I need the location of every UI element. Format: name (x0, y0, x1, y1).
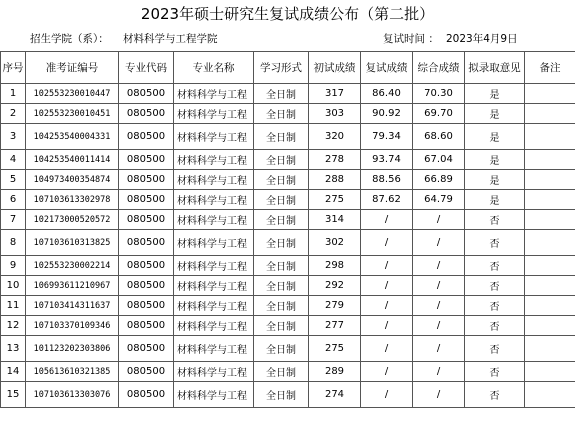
table-row (1, 362, 575, 382)
cell-major-code: 080500 (119, 210, 174, 230)
cell-decision: 是 (465, 84, 525, 104)
table-header-row (1, 52, 575, 84)
cell-no: 3 (1, 124, 26, 150)
cell-major-code: 080500 (119, 316, 174, 336)
cell-exam-id: 107103613303076 (26, 382, 119, 408)
header-decision: 拟录取意见 (465, 52, 525, 84)
cell-no: 4 (1, 150, 26, 170)
cell-note (525, 316, 575, 336)
cell-major-name: 材料科学与工程 (174, 150, 254, 170)
cell-no: 1 (1, 84, 26, 104)
cell-decision: 否 (465, 296, 525, 316)
cell-total-score: 68.60 (413, 124, 465, 150)
table-row (1, 150, 575, 170)
cell-exam-id: 107103610313825 (26, 230, 119, 256)
cell-major-code: 080500 (119, 150, 174, 170)
cell-retest-score: 86.40 (361, 84, 413, 104)
table-row (1, 276, 575, 296)
cell-no: 7 (1, 210, 26, 230)
college-label: 招生学院（系）： (30, 33, 109, 45)
cell-decision: 是 (465, 190, 525, 210)
cell-major-name: 材料科学与工程 (174, 124, 254, 150)
cell-exam-id: 102173000520572 (26, 210, 119, 230)
results-table (0, 51, 575, 408)
table-row (1, 124, 575, 150)
cell-exam-id: 102553230010447 (26, 84, 119, 104)
cell-note (525, 336, 575, 362)
cell-major-code: 080500 (119, 336, 174, 362)
cell-decision: 否 (465, 256, 525, 276)
cell-major-name: 材料科学与工程 (174, 382, 254, 408)
cell-note (525, 124, 575, 150)
header-retest-score: 复试成绩 (361, 52, 413, 84)
cell-study-mode: 全日制 (254, 104, 309, 124)
cell-total-score: 69.70 (413, 104, 465, 124)
cell-study-mode: 全日制 (254, 382, 309, 408)
cell-exam-id: 107103613302978 (26, 190, 119, 210)
table-row (1, 336, 575, 362)
cell-initial-score: 292 (309, 276, 361, 296)
cell-no: 14 (1, 362, 26, 382)
cell-total-score: / (413, 316, 465, 336)
cell-note (525, 190, 575, 210)
cell-retest-score: / (361, 316, 413, 336)
cell-total-score: / (413, 230, 465, 256)
cell-major-code: 080500 (119, 256, 174, 276)
cell-note (525, 296, 575, 316)
cell-no: 13 (1, 336, 26, 362)
cell-major-code: 080500 (119, 124, 174, 150)
cell-retest-score: 88.56 (361, 170, 413, 190)
cell-major-name: 材料科学与工程 (174, 210, 254, 230)
cell-retest-score: 87.62 (361, 190, 413, 210)
cell-total-score: / (413, 276, 465, 296)
cell-no: 10 (1, 276, 26, 296)
cell-note (525, 230, 575, 256)
cell-decision: 否 (465, 382, 525, 408)
cell-major-code: 080500 (119, 362, 174, 382)
cell-note (525, 362, 575, 382)
cell-retest-score: 79.34 (361, 124, 413, 150)
cell-major-code: 080500 (119, 296, 174, 316)
cell-initial-score: 277 (309, 316, 361, 336)
cell-no: 11 (1, 296, 26, 316)
cell-retest-score: / (361, 362, 413, 382)
cell-major-name: 材料科学与工程 (174, 362, 254, 382)
cell-retest-score: / (361, 210, 413, 230)
cell-decision: 否 (465, 362, 525, 382)
cell-major-name: 材料科学与工程 (174, 170, 254, 190)
cell-major-name: 材料科学与工程 (174, 84, 254, 104)
cell-no: 9 (1, 256, 26, 276)
cell-study-mode: 全日制 (254, 170, 309, 190)
cell-initial-score: 275 (309, 190, 361, 210)
cell-note (525, 210, 575, 230)
cell-study-mode: 全日制 (254, 190, 309, 210)
cell-major-code: 080500 (119, 190, 174, 210)
cell-exam-id: 102553230002214 (26, 256, 119, 276)
cell-total-score: / (413, 296, 465, 316)
cell-initial-score: 275 (309, 336, 361, 362)
cell-study-mode: 全日制 (254, 230, 309, 256)
cell-note (525, 150, 575, 170)
cell-exam-id: 107103370109346 (26, 316, 119, 336)
cell-retest-score: 93.74 (361, 150, 413, 170)
table-row (1, 84, 575, 104)
cell-retest-score: / (361, 336, 413, 362)
header-exam-id: 准考证编号 (26, 52, 119, 84)
table-row (1, 230, 575, 256)
header-major-code: 专业代码 (119, 52, 174, 84)
cell-note (525, 256, 575, 276)
retest-date-label: 复试时间 ： (383, 33, 439, 45)
info-bar (0, 28, 575, 51)
header-initial-score: 初试成绩 (309, 52, 361, 84)
cell-major-name: 材料科学与工程 (174, 276, 254, 296)
cell-total-score: 70.30 (413, 84, 465, 104)
cell-initial-score: 279 (309, 296, 361, 316)
cell-decision: 否 (465, 276, 525, 296)
cell-no: 8 (1, 230, 26, 256)
cell-major-name: 材料科学与工程 (174, 104, 254, 124)
cell-major-code: 080500 (119, 170, 174, 190)
cell-decision: 是 (465, 150, 525, 170)
table-row (1, 210, 575, 230)
cell-initial-score: 317 (309, 84, 361, 104)
cell-major-name: 材料科学与工程 (174, 190, 254, 210)
header-note: 备注 (525, 52, 575, 84)
cell-initial-score: 303 (309, 104, 361, 124)
cell-exam-id: 107103414311637 (26, 296, 119, 316)
cell-retest-score: / (361, 276, 413, 296)
header-total-score: 综合成绩 (413, 52, 465, 84)
cell-exam-id: 104253540004331 (26, 124, 119, 150)
cell-decision: 否 (465, 316, 525, 336)
cell-total-score: / (413, 210, 465, 230)
cell-decision: 是 (465, 170, 525, 190)
cell-initial-score: 288 (309, 170, 361, 190)
table-row (1, 296, 575, 316)
cell-study-mode: 全日制 (254, 124, 309, 150)
cell-no: 5 (1, 170, 26, 190)
cell-no: 15 (1, 382, 26, 408)
cell-exam-id: 105613610321385 (26, 362, 119, 382)
cell-decision: 否 (465, 210, 525, 230)
table-row (1, 316, 575, 336)
cell-total-score: / (413, 362, 465, 382)
cell-note (525, 170, 575, 190)
page-title: 2023年硕士研究生复试成绩公布（第二批） (140, 5, 435, 23)
cell-no: 6 (1, 190, 26, 210)
cell-initial-score: 274 (309, 382, 361, 408)
cell-major-code: 080500 (119, 276, 174, 296)
cell-exam-id: 104973400354874 (26, 170, 119, 190)
cell-no: 2 (1, 104, 26, 124)
cell-total-score: 66.89 (413, 170, 465, 190)
cell-exam-id: 102553230010451 (26, 104, 119, 124)
cell-study-mode: 全日制 (254, 336, 309, 362)
cell-study-mode: 全日制 (254, 276, 309, 296)
cell-major-name: 材料科学与工程 (174, 316, 254, 336)
cell-initial-score: 314 (309, 210, 361, 230)
cell-exam-id: 106993611210967 (26, 276, 119, 296)
cell-major-code: 080500 (119, 84, 174, 104)
cell-total-score: / (413, 336, 465, 362)
cell-retest-score: / (361, 296, 413, 316)
table-row (1, 382, 575, 408)
cell-note (525, 382, 575, 408)
cell-major-code: 080500 (119, 230, 174, 256)
cell-initial-score: 278 (309, 150, 361, 170)
cell-study-mode: 全日制 (254, 210, 309, 230)
cell-major-code: 080500 (119, 382, 174, 408)
cell-major-name: 材料科学与工程 (174, 230, 254, 256)
cell-total-score: 64.79 (413, 190, 465, 210)
cell-study-mode: 全日制 (254, 256, 309, 276)
table-row (1, 190, 575, 210)
cell-major-name: 材料科学与工程 (174, 336, 254, 362)
cell-major-name: 材料科学与工程 (174, 296, 254, 316)
cell-note (525, 276, 575, 296)
cell-total-score: 67.04 (413, 150, 465, 170)
cell-initial-score: 302 (309, 230, 361, 256)
cell-retest-score: / (361, 256, 413, 276)
table-row (1, 104, 575, 124)
retest-date-value: 2023年4月9日 (446, 33, 518, 45)
cell-retest-score: / (361, 230, 413, 256)
table-row (1, 170, 575, 190)
college-name: 材料科学与工程学院 (123, 33, 218, 45)
cell-initial-score: 320 (309, 124, 361, 150)
cell-study-mode: 全日制 (254, 316, 309, 336)
cell-decision: 是 (465, 104, 525, 124)
cell-initial-score: 298 (309, 256, 361, 276)
cell-exam-id: 101123202303806 (26, 336, 119, 362)
cell-major-name: 材料科学与工程 (174, 256, 254, 276)
cell-note (525, 104, 575, 124)
cell-initial-score: 289 (309, 362, 361, 382)
cell-study-mode: 全日制 (254, 362, 309, 382)
cell-major-code: 080500 (119, 104, 174, 124)
cell-total-score: / (413, 382, 465, 408)
cell-study-mode: 全日制 (254, 84, 309, 104)
cell-retest-score: / (361, 382, 413, 408)
cell-exam-id: 104253540011414 (26, 150, 119, 170)
table-row (1, 256, 575, 276)
cell-retest-score: 90.92 (361, 104, 413, 124)
cell-note (525, 84, 575, 104)
cell-decision: 否 (465, 230, 525, 256)
cell-decision: 否 (465, 336, 525, 362)
cell-study-mode: 全日制 (254, 296, 309, 316)
header-no: 序号 (1, 52, 26, 84)
header-major-name: 专业名称 (174, 52, 254, 84)
cell-decision: 是 (465, 124, 525, 150)
cell-no: 12 (1, 316, 26, 336)
cell-study-mode: 全日制 (254, 150, 309, 170)
cell-total-score: / (413, 256, 465, 276)
header-study-mode: 学习形式 (254, 52, 309, 84)
